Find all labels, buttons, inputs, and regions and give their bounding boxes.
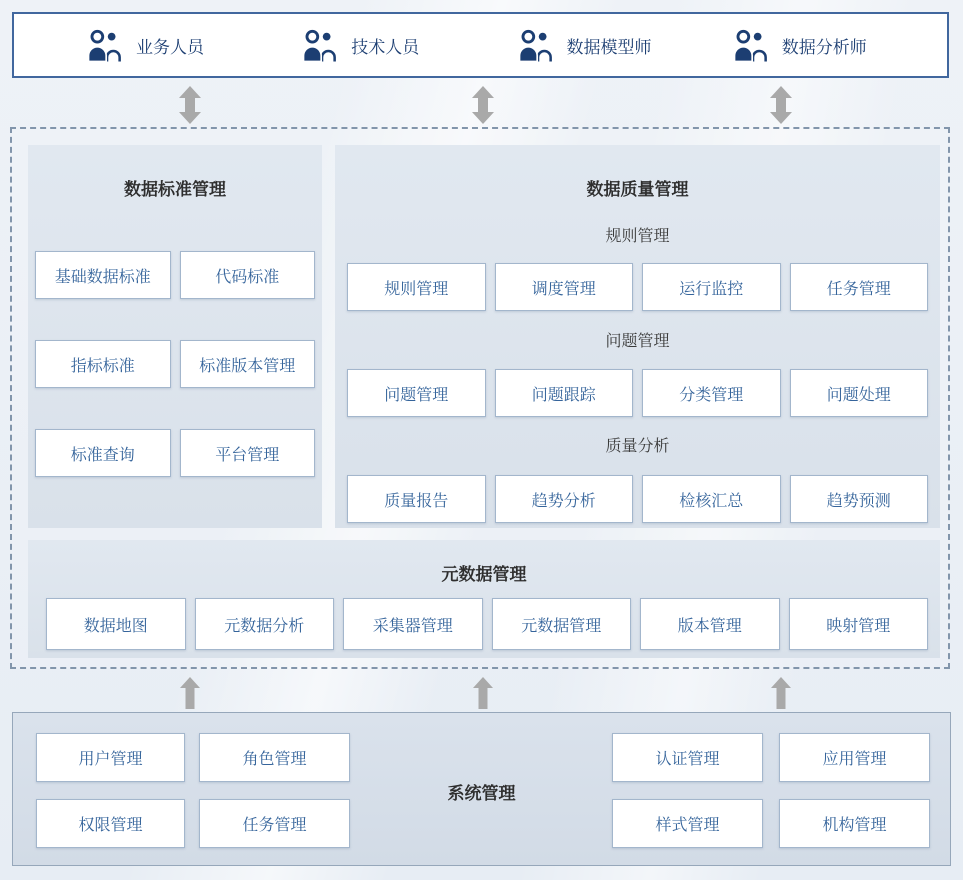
module-button[interactable]: 代码标准 bbox=[180, 251, 316, 299]
module-button[interactable]: 任务管理 bbox=[199, 799, 350, 848]
rule-group-buttons bbox=[347, 263, 928, 311]
role-business-user bbox=[86, 27, 301, 64]
module-button[interactable]: 用户管理 bbox=[36, 733, 185, 782]
module-button[interactable]: 认证管理 bbox=[612, 733, 763, 782]
panel-title: 数据质量管理 bbox=[586, 180, 689, 199]
panel-title: 元数据管理 bbox=[441, 565, 527, 584]
data-standard-panel bbox=[28, 145, 322, 528]
users-icon bbox=[86, 27, 123, 64]
module-button[interactable]: 标准查询 bbox=[35, 429, 171, 477]
module-button[interactable]: 任务管理 bbox=[790, 263, 929, 311]
module-button[interactable]: 问题跟踪 bbox=[495, 369, 634, 417]
issue-group-buttons bbox=[347, 369, 928, 417]
role-technical-user bbox=[301, 27, 516, 64]
users-icon bbox=[732, 27, 769, 64]
group-title: 规则管理 bbox=[605, 228, 670, 245]
analysis-group-buttons bbox=[347, 475, 928, 523]
module-button[interactable]: 元数据管理 bbox=[492, 598, 632, 650]
system-panel bbox=[12, 712, 951, 866]
double-arrow-icon bbox=[178, 86, 202, 124]
role-label: 数据模型师 bbox=[566, 37, 652, 57]
module-button[interactable]: 调度管理 bbox=[495, 263, 634, 311]
up-arrow-icon bbox=[770, 677, 792, 709]
module-button[interactable]: 数据地图 bbox=[46, 598, 186, 650]
roles-bar bbox=[12, 12, 949, 78]
module-button[interactable]: 运行监控 bbox=[642, 263, 781, 311]
module-button[interactable]: 趋势预测 bbox=[790, 475, 929, 523]
users-icon bbox=[517, 27, 554, 64]
module-button[interactable]: 问题处理 bbox=[790, 369, 929, 417]
module-button[interactable]: 检核汇总 bbox=[642, 475, 781, 523]
module-button[interactable]: 应用管理 bbox=[779, 733, 930, 782]
module-button[interactable]: 角色管理 bbox=[199, 733, 350, 782]
module-button[interactable]: 映射管理 bbox=[789, 598, 929, 650]
up-arrow-icon bbox=[179, 677, 201, 709]
module-button[interactable]: 版本管理 bbox=[640, 598, 780, 650]
module-button[interactable]: 元数据分析 bbox=[195, 598, 335, 650]
role-data-analyst bbox=[732, 27, 947, 64]
platform-container bbox=[10, 127, 950, 669]
module-button[interactable]: 标准版本管理 bbox=[180, 340, 316, 388]
module-button[interactable]: 质量报告 bbox=[347, 475, 486, 523]
double-arrow-icon bbox=[769, 86, 793, 124]
module-button[interactable]: 问题管理 bbox=[347, 369, 486, 417]
panel-title: 数据标准管理 bbox=[124, 180, 226, 199]
system-right-buttons bbox=[612, 733, 930, 848]
standard-buttons bbox=[35, 251, 315, 477]
module-button[interactable]: 样式管理 bbox=[612, 799, 763, 848]
group-title: 质量分析 bbox=[605, 438, 670, 455]
module-button[interactable]: 分类管理 bbox=[642, 369, 781, 417]
double-arrow-icon bbox=[471, 86, 495, 124]
data-quality-panel bbox=[335, 145, 940, 528]
module-button[interactable]: 指标标准 bbox=[35, 340, 171, 388]
module-button[interactable]: 平台管理 bbox=[180, 429, 316, 477]
module-button[interactable]: 规则管理 bbox=[347, 263, 486, 311]
role-label: 数据分析师 bbox=[781, 37, 867, 57]
role-data-modeler bbox=[517, 27, 732, 64]
role-label: 业务人员 bbox=[136, 37, 204, 57]
panel-title: 系统管理 bbox=[447, 784, 516, 803]
module-button[interactable]: 采集器管理 bbox=[343, 598, 483, 650]
module-button[interactable]: 机构管理 bbox=[779, 799, 930, 848]
metadata-panel bbox=[28, 540, 940, 658]
group-title: 问题管理 bbox=[605, 333, 670, 350]
module-button[interactable]: 趋势分析 bbox=[495, 475, 634, 523]
role-label: 技术人员 bbox=[351, 37, 420, 57]
users-icon bbox=[301, 27, 338, 64]
metadata-buttons bbox=[46, 598, 928, 650]
up-arrow-icon bbox=[472, 677, 494, 709]
module-button[interactable]: 基础数据标准 bbox=[35, 251, 171, 299]
module-button[interactable]: 权限管理 bbox=[36, 799, 185, 848]
